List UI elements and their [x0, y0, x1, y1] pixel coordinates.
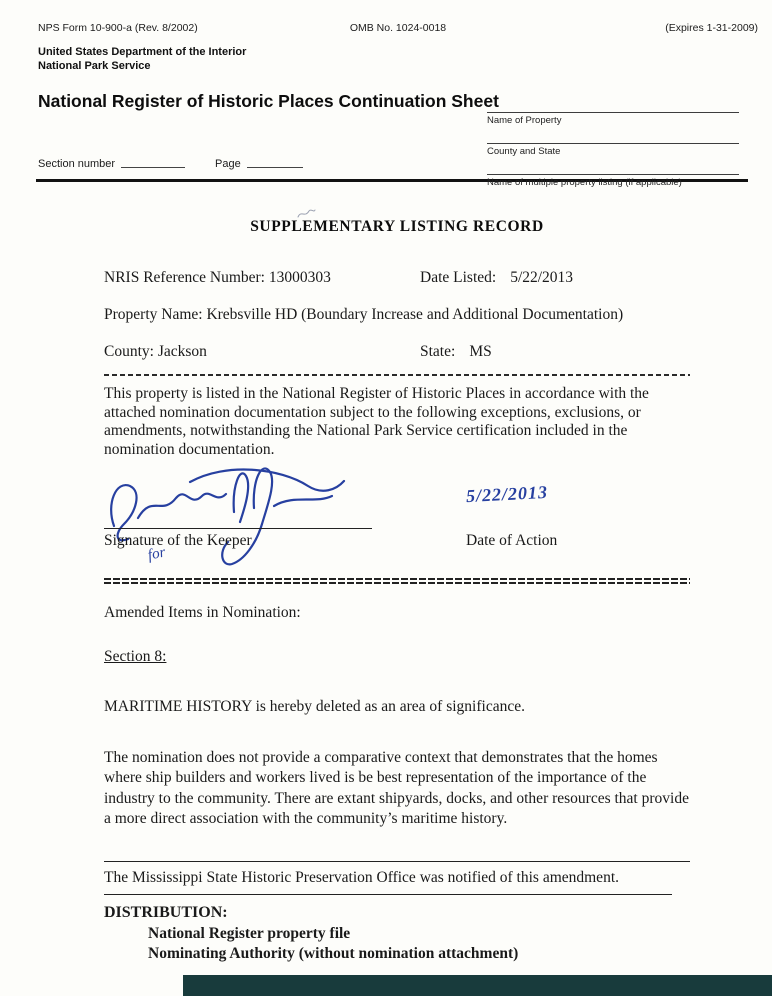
agency-block: [38, 45, 772, 74]
agency-line-1: United States Department of the Interior: [38, 46, 247, 58]
keeper-signature-ink: [98, 446, 378, 576]
property-name-line: Property Name: Krebsville HD (Boundary Increase and Additional Documentation): [104, 305, 624, 323]
county-state-label: County and State: [487, 146, 561, 157]
nris-value: 13000303: [268, 268, 331, 286]
page-label: Page: [215, 157, 241, 170]
double-line-separator: [104, 578, 690, 584]
notification-line: The Mississippi State Historic Preservation Office was notified of this amendment.: [104, 868, 619, 886]
date-listed-label: Date Listed:: [420, 268, 497, 286]
county-value: Jackson: [157, 342, 207, 360]
multiple-listing-field: [487, 174, 739, 188]
certification-paragraph: This property is listed in the National Register of Historic Places in accordance with the attached nomination documentation subject to the following exceptions, exclusions, or amendments, notwithstanding the National Park Service certification included in the nomination documentation.: [104, 384, 649, 459]
form-header-row: [38, 22, 758, 34]
maritime-history-line: MARITIME HISTORY is hereby deleted as an area of significance.: [104, 698, 525, 716]
explanation-paragraph: The nomination does not provide a comparative context that demonstrates that the homes where ship builders and workers lived is be best representation of the importance of the industry to the community. There are extant shipyards, docks, and other resources that provide a more direct association with the community’s maritime history.: [104, 749, 689, 827]
expires-note: (Expires 1-31-2009): [665, 22, 758, 34]
signature-line: [104, 528, 372, 529]
notification-rule-bottom: [104, 894, 672, 895]
date-listed-value: 5/22/2013: [510, 268, 574, 286]
name-of-property-field: [487, 112, 739, 126]
amended-items-heading: Amended Items in Nomination:: [104, 604, 301, 622]
notification-rule-top: [104, 861, 690, 862]
nris-reference: [104, 269, 420, 287]
distribution-list: [148, 924, 690, 964]
supplementary-listing-heading: SUPPLEMENTARY LISTING RECORD: [250, 217, 544, 235]
signature-block: [104, 462, 690, 564]
section-number-blank: [121, 156, 185, 168]
dashed-separator: [104, 374, 690, 376]
county-label: County:: [104, 342, 154, 360]
signature-for-annotation: for: [146, 544, 167, 564]
county-state-row: [104, 343, 690, 361]
agency-line-2: National Park Service: [38, 60, 151, 73]
page-blank: [247, 156, 303, 168]
form-number: NPS Form 10-900-a (Rev. 8/2002): [38, 22, 198, 34]
state-label: State:: [420, 342, 456, 360]
nris-label: NRIS Reference Number:: [104, 268, 265, 286]
section-8-heading: Section 8:: [104, 648, 167, 666]
signature-of-keeper-label: Signature of the Keeper: [104, 532, 252, 550]
omb-number: OMB No. 1024-0018: [349, 22, 447, 34]
property-id-fields: [487, 112, 739, 205]
county-pair: [104, 343, 420, 361]
name-of-property-label: Name of Property: [487, 115, 562, 126]
document-body: [104, 218, 690, 964]
form-title: National Register of Historic Places Continuation Sheet: [38, 90, 499, 111]
distribution-heading: DISTRIBUTION:: [104, 903, 228, 921]
section-number-label: Section number: [38, 157, 116, 170]
multiple-listing-label: Name of multiple property listing (if applicable): [487, 177, 682, 188]
handwritten-date: 5/22/2013: [465, 482, 549, 507]
state-value: MS: [469, 342, 492, 360]
distribution-item-property-file: National Register property file: [148, 924, 351, 942]
date-of-action-label: Date of Action: [466, 532, 558, 550]
scan-edge-bar: [183, 975, 772, 996]
pencil-mark-artifact: [295, 207, 317, 221]
distribution-item-nominating-authority: Nominating Authority (without nomination attachment): [148, 944, 519, 962]
nris-row: [104, 269, 690, 287]
county-state-field: [487, 143, 739, 157]
